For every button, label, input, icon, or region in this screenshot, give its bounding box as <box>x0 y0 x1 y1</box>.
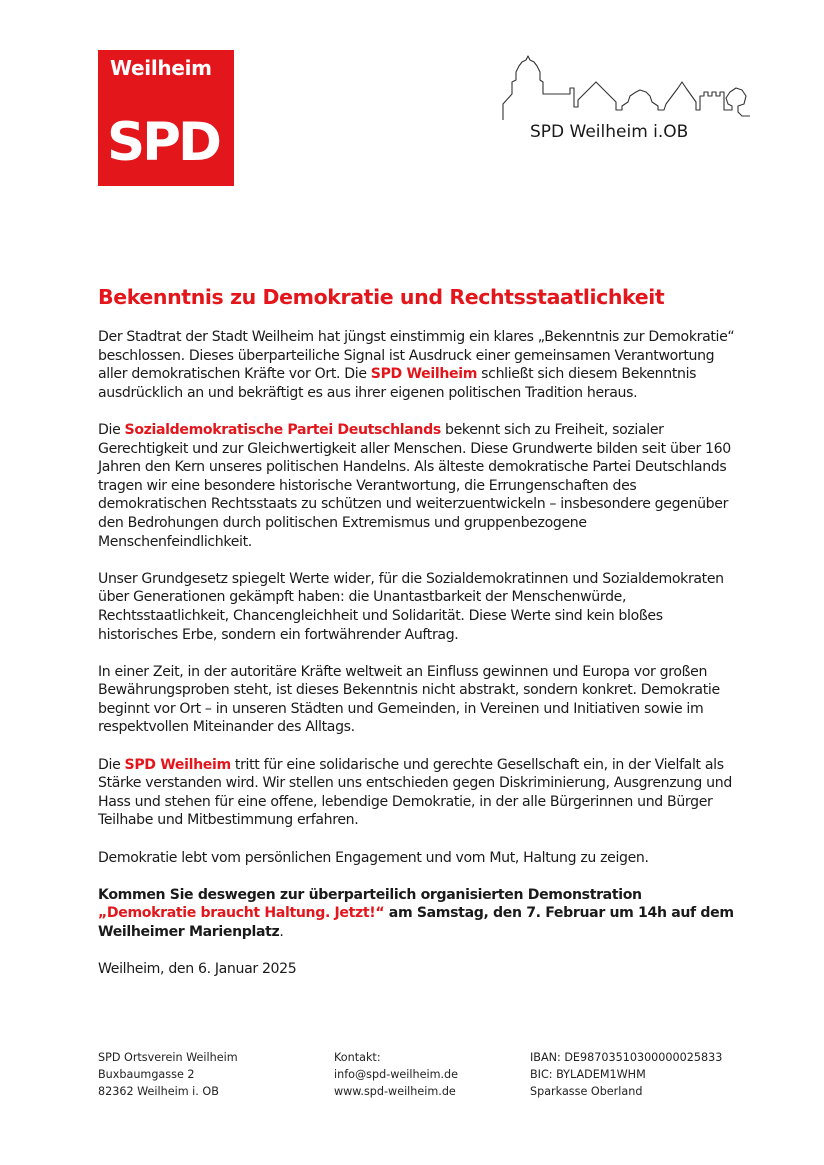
document-title: Bekenntnis zu Demokratie und Rechtsstaatlichkeit <box>98 285 665 309</box>
footer-bank <box>530 1049 722 1100</box>
footer-bic: BIC: BYLADEM1WHM <box>530 1068 646 1081</box>
footer-line: Buxbaumgasse 2 <box>98 1068 195 1081</box>
highlight-spd-weilheim: SPD Weilheim <box>124 756 231 773</box>
footer-line: 82362 Weilheim i. OB <box>98 1085 219 1098</box>
weilheim-skyline-icon <box>500 52 750 122</box>
paragraph-text: schließt sich diesem Bekenntnis ausdrücklich an und bekräftigt es aus ihrer eigenen politischen Tradition heraus. <box>98 366 697 401</box>
highlight-spd-weilheim: SPD Weilheim <box>370 366 478 383</box>
event-name: „Demokratie braucht Haltung. Jetzt!“ <box>98 905 385 922</box>
place-and-date: Weilheim, den 6. Januar 2025 <box>98 961 297 978</box>
paragraph-2 <box>98 421 738 551</box>
paragraph-5 <box>98 756 738 830</box>
paragraph-text: bekennt sich zu Freiheit, sozialer Gerechtigkeit und zur Gleichwertigkeit aller Menschen. Diese Grundwerte bilden seit über 160 Jahren den Kern unseres politischen Handelns. Als älteste demokratische Partei Deutschlands tragen wir eine besondere historische Verantwortung, die Errungenschaften des demokratischen Rechtsstaats zu schützen und weiterzuentwickeln – insbesondere gegenüber den Bedrohungen durch politischen Extremismus und gruppenbezogene Menschenfeindlichkeit. <box>98 421 731 550</box>
footer-iban: IBAN: DE98703510300000025833 <box>530 1051 723 1064</box>
skyline-logo-caption: SPD Weilheim i.OB <box>530 122 689 142</box>
cta-intro: Kommen Sie deswegen zur überparteilich organisierten Demonstration <box>98 886 642 903</box>
call-to-action <box>98 886 738 942</box>
paragraph-text: Der Stadtrat der Stadt Weilheim hat jüngst einstimmig ein klares „Bekenntnis zur Demokratie“ beschlossen. Dieses überparteiliche Signal ist Ausdruck einer gemeinsamen Verantwortung aller demokratischen Kräfte vor Ort. Die <box>98 329 735 383</box>
document-body <box>98 328 738 997</box>
footer-contact <box>334 1049 458 1100</box>
footer-bank-name: Sparkasse Oberland <box>530 1085 643 1098</box>
paragraph-3: Unser Grundgesetz spiegelt Werte wider, für die Sozialdemokratinnen und Sozialdemokraten über Generationen gekämpft haben: die Unantastbarkeit der Menschenwürde, Rechtsstaatlichkeit, Chancengleichheit und Solidarität. Diese Werte sind kein bloßes historisches Erbe, sondern ein fortwährender Auftrag. <box>98 570 724 643</box>
highlight-spd-full-name: Sozialdemokratische Partei Deutschlands <box>124 421 441 438</box>
spd-weilheim-logo <box>98 50 234 186</box>
footer-email-link[interactable]: info@spd-weilheim.de <box>334 1068 459 1081</box>
paragraph-text: Die <box>98 421 125 438</box>
logo-party-name: SPD <box>107 112 220 173</box>
paragraph-text: Die <box>98 756 125 773</box>
logo-city-name: Weilheim <box>110 56 212 80</box>
footer-website-link[interactable]: www.spd-weilheim.de <box>334 1085 456 1098</box>
event-details: am Samstag, den 7. Februar um 14h auf dem Weilheimer Marienplatz <box>98 905 734 940</box>
footer-address <box>98 1049 238 1100</box>
footer-line: SPD Ortsverein Weilheim <box>98 1051 238 1064</box>
paragraph-4: In einer Zeit, in der autoritäre Kräfte weltweit an Einfluss gewinnen und Europa vor großen Bewährungsproben steht, ist dieses Bekenntnis nicht abstrakt, sondern konkret. Demokratie beginnt vor Ort – in unseren Städten und Gemeinden, in Vereinen und Initiativen sowie im respektvollen Miteinander des Alltags. <box>98 663 720 736</box>
cta-end: . <box>279 924 284 940</box>
paragraph-text: tritt für eine solidarische und gerechte Gesellschaft ein, in der Vielfalt als Stärke verstanden wird. Wir stellen uns entschieden gegen Diskriminierung, Ausgrenzung und Hass und stehen für eine offene, lebendige Demokratie, in der alle Bürgerinnen und Bürger Teilhabe und Mitbestimmung erfahren. <box>98 756 732 829</box>
paragraph-1 <box>98 328 738 402</box>
footer-contact-label: Kontakt: <box>334 1051 381 1064</box>
paragraph-6: Demokratie lebt vom persönlichen Engagement und vom Mut, Haltung zu zeigen. <box>98 849 649 866</box>
